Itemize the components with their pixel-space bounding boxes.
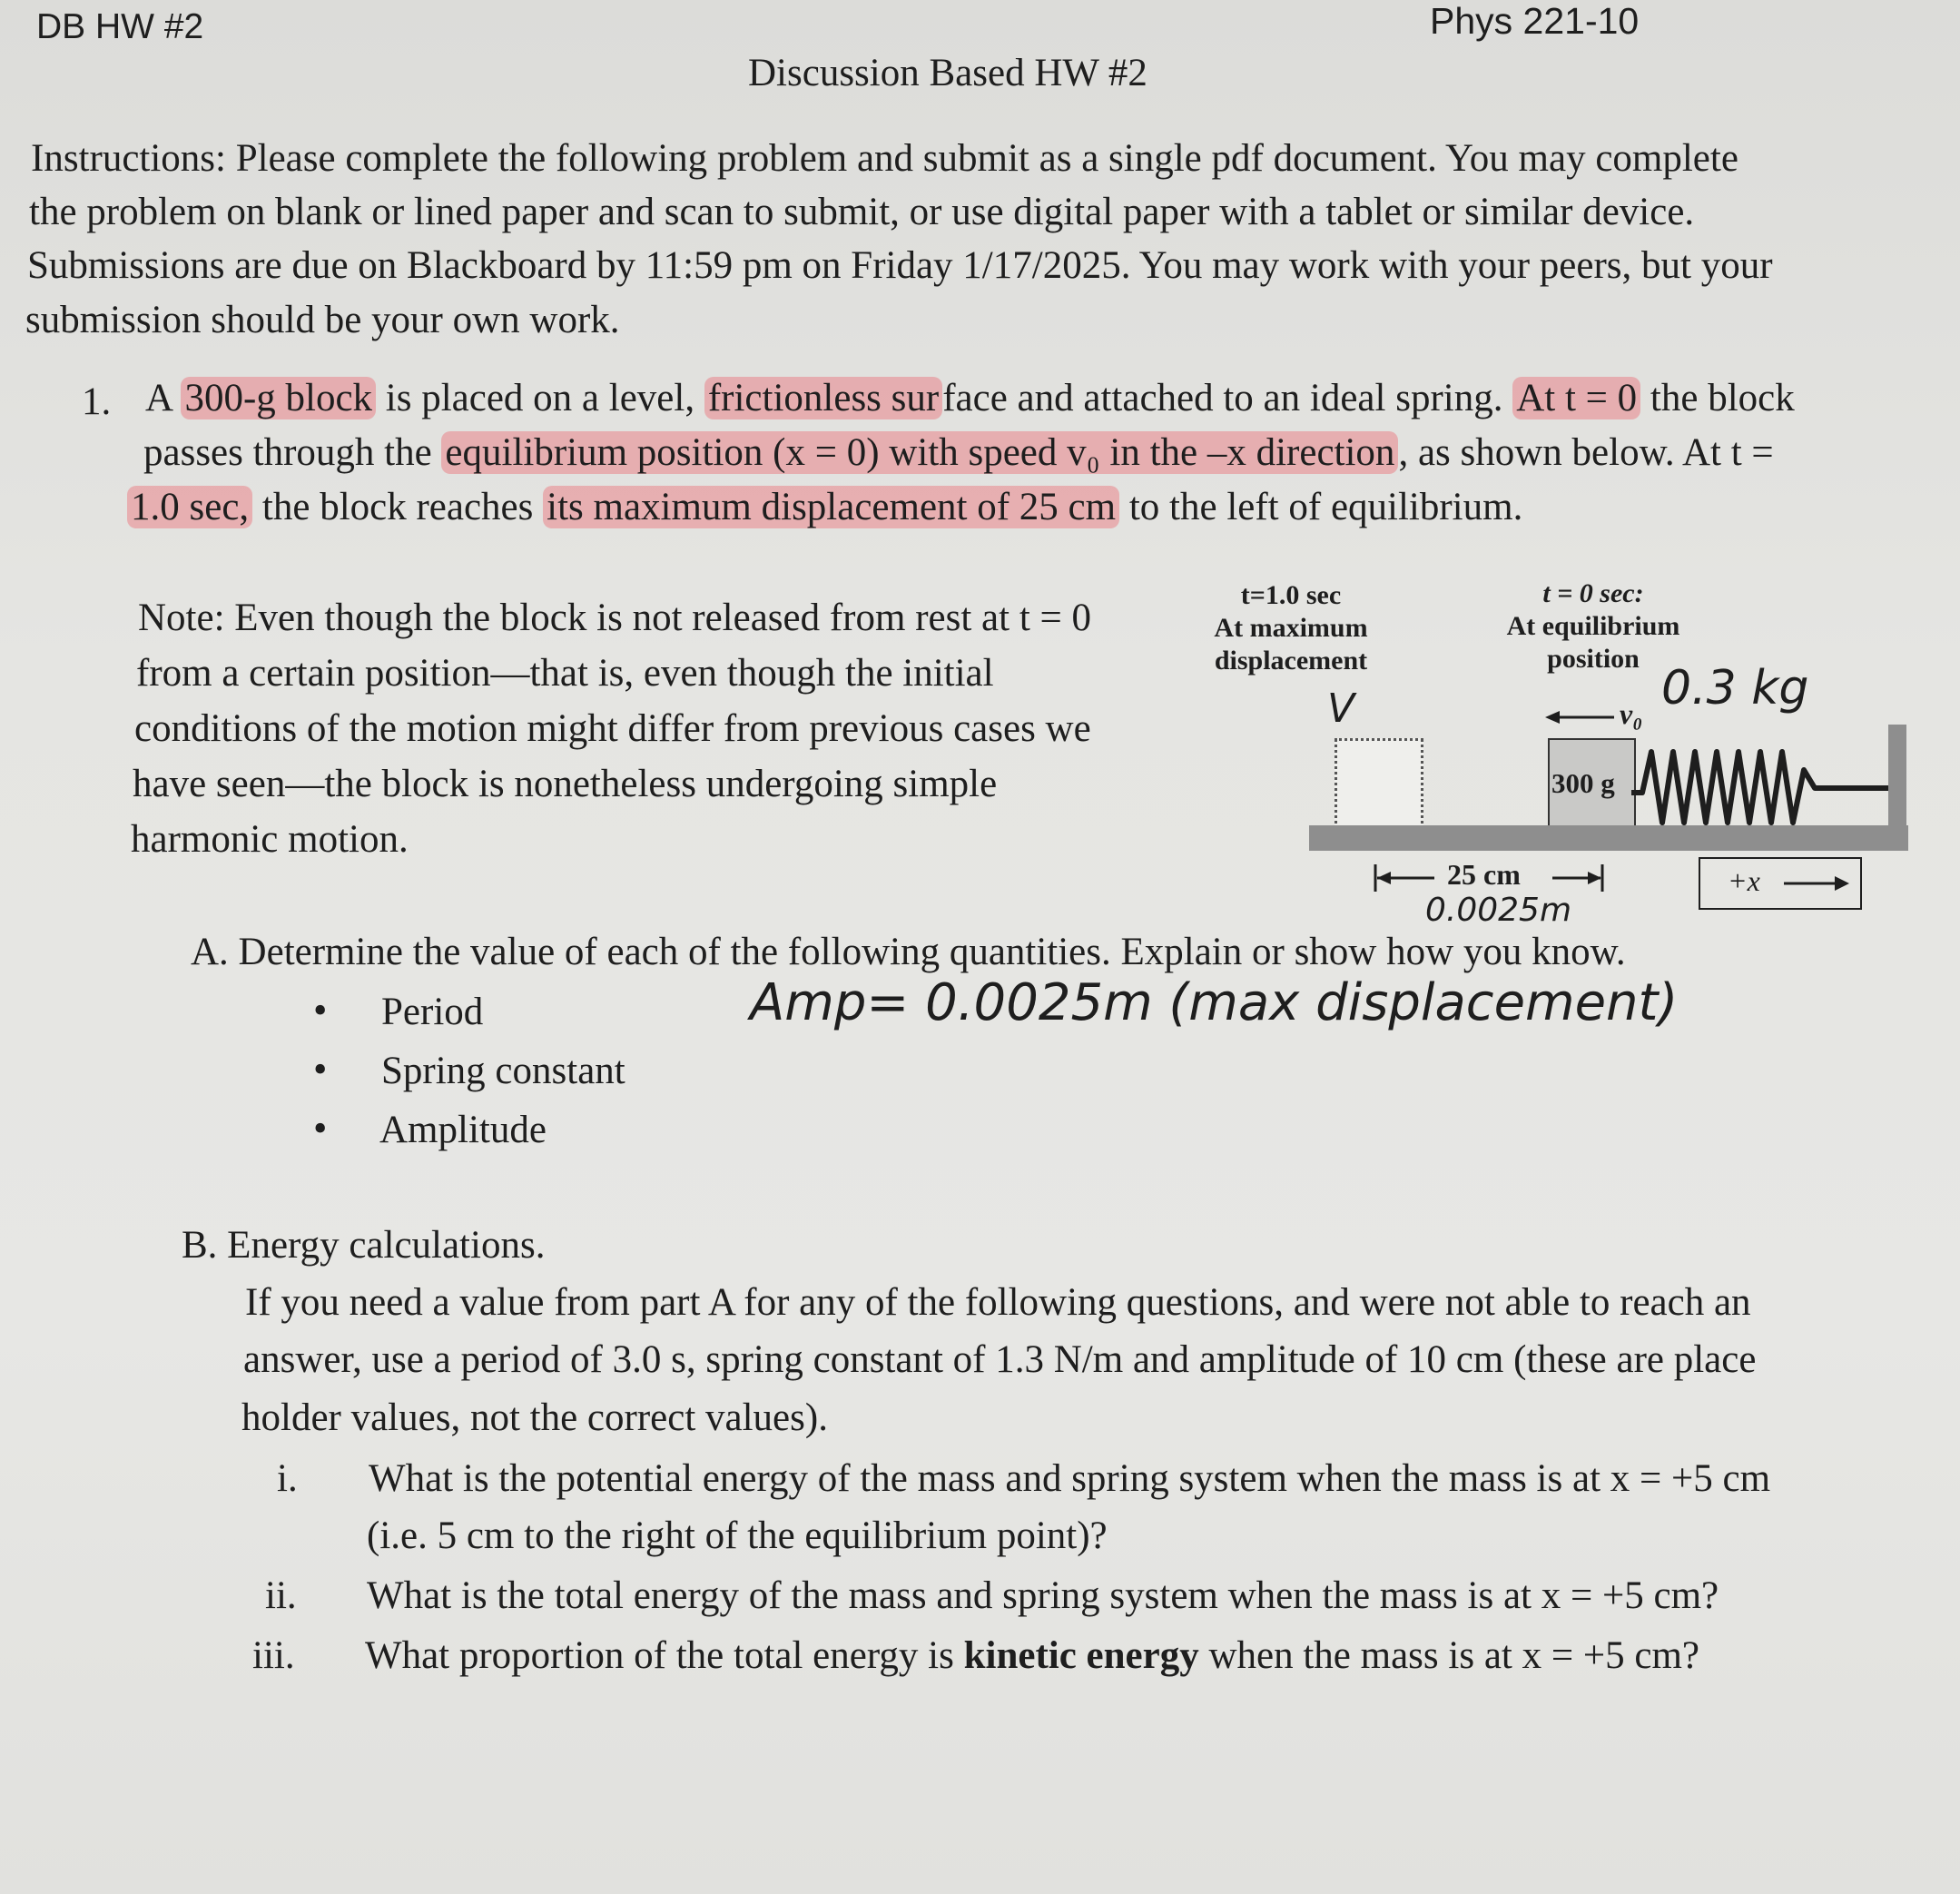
question-i-line-2: (i.e. 5 cm to the right of the equilibrium point)? xyxy=(367,1514,1108,1557)
diagram-left-label: t=1.0 sec At maximum displacement xyxy=(1214,580,1368,676)
instructions-line-2: the problem on blank or lined paper and scan to submit, or use digital paper with a tablet or similar device. xyxy=(29,191,1695,233)
note-line-1: Note: Even though the block is not released from rest at t = 0 xyxy=(138,597,1092,639)
instructions-line-4: submission should be your own work. xyxy=(25,299,620,341)
problem-line-3: 1.0 sec, the block reaches its maximum displacement of 25 cm to the left of equilibrium. xyxy=(127,485,1522,529)
dimension-right-arrow-icon xyxy=(1551,863,1605,893)
block xyxy=(1548,738,1636,829)
wall xyxy=(1888,725,1906,834)
handwritten-mark: V xyxy=(1327,686,1355,732)
part-a-item-spring-constant: Spring constant xyxy=(381,1050,625,1092)
part-a-title: A. Determine the value of each of the following quantities. Explain or show how you know. xyxy=(191,931,1626,973)
part-a-item-amplitude: Amplitude xyxy=(379,1109,547,1151)
bullet-icon: • xyxy=(313,1047,328,1091)
axis-box xyxy=(1699,857,1862,910)
part-a-item-period: Period xyxy=(381,991,484,1033)
bullet-icon: • xyxy=(313,988,328,1032)
velocity-label: v₀ xyxy=(1620,697,1643,730)
handwritten-mass: 0.3 kg xyxy=(1661,661,1809,715)
page-title: Discussion Based HW #2 xyxy=(748,52,1147,94)
block-label: 300 g xyxy=(1551,767,1615,799)
ghost-block xyxy=(1335,738,1423,831)
problem-number: 1. xyxy=(82,380,112,423)
distance-label: 25 cm xyxy=(1447,858,1521,891)
problem-line-2: passes through the equilibrium position (x = 0) with speed v₀ in the –x direction, as shown below. At t = xyxy=(143,431,1774,474)
handwritten-distance: 0.0025m xyxy=(1425,892,1572,929)
part-b-body-line-1: If you need a value from part A for any of the following questions, and were not able to reach an xyxy=(245,1281,1751,1324)
problem-line-1: A 300-g block is placed on a level, frictionless surface and attached to an ideal spring. At t = 0 the block xyxy=(145,377,1795,419)
question-ii-line-1: What is the total energy of the mass and spring system when the mass is at x = +5 cm? xyxy=(367,1574,1719,1617)
question-number-ii: ii. xyxy=(265,1574,297,1617)
spring-icon xyxy=(1631,743,1895,826)
note-line-5: harmonic motion. xyxy=(131,818,409,861)
header-right: Phys 221-10 xyxy=(1430,0,1640,42)
handwritten-amplitude-note: Amp= 0.0025m (max displacement) xyxy=(750,973,1679,1032)
axis-label: +x xyxy=(1728,864,1760,897)
note-line-3: conditions of the motion might differ from previous cases we xyxy=(134,707,1091,750)
bullet-icon: • xyxy=(313,1106,328,1150)
header-left: DB HW #2 xyxy=(36,7,204,46)
question-i-line-1: What is the potential energy of the mass and spring system when the mass is at x = +5 cm xyxy=(369,1457,1771,1500)
instructions-line-3: Submissions are due on Blackboard by 11:59 pm on Friday 1/17/2025. You may work with your peers, but your xyxy=(27,244,1773,287)
note-line-4: have seen—the block is nonetheless undergoing simple xyxy=(133,763,998,805)
floor xyxy=(1309,825,1908,851)
note-line-2: from a certain position—that is, even though the initial xyxy=(136,652,994,695)
axis-arrow-icon xyxy=(1784,872,1851,895)
dimension-left-arrow-icon xyxy=(1373,863,1436,893)
question-number-i: i. xyxy=(277,1457,298,1500)
question-iii-line-1: What proportion of the total energy is kinetic energy when the mass is at x = +5 cm? xyxy=(365,1634,1699,1677)
part-b-body-line-2: answer, use a period of 3.0 s, spring constant of 1.3 N/m and amplitude of 10 cm (these are place xyxy=(243,1338,1757,1381)
question-number-iii: iii. xyxy=(252,1634,295,1677)
velocity-arrow-icon xyxy=(1543,704,1616,731)
instructions-line-1: Instructions: Please complete the following problem and submit as a single pdf document. You may complete xyxy=(31,137,1738,180)
part-b-body-line-3: holder values, not the correct values). xyxy=(241,1396,828,1439)
diagram-right-label: t = 0 sec: At equilibrium position xyxy=(1506,578,1680,674)
part-b-title: B. Energy calculations. xyxy=(182,1224,546,1267)
